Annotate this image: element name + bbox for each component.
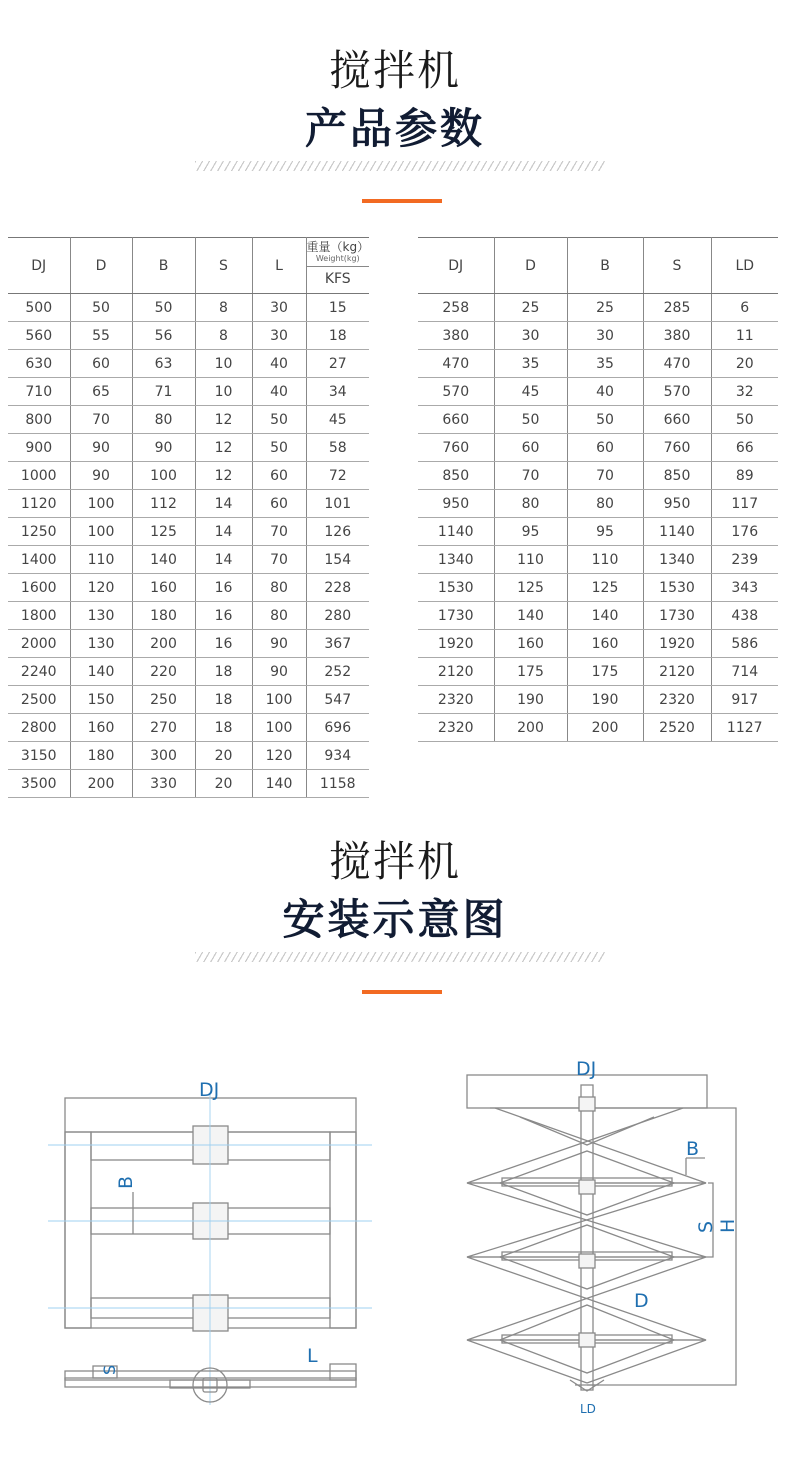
table-cell: 547 <box>306 686 369 714</box>
table-row <box>418 462 778 490</box>
table-cell: 180 <box>70 742 132 770</box>
table-cell: 140 <box>567 602 643 630</box>
label-h: H <box>717 1218 739 1233</box>
table-cell: 70 <box>494 462 567 490</box>
table-row <box>418 574 778 602</box>
table-cell: 2500 <box>8 686 70 714</box>
table-row <box>8 630 369 658</box>
table-row <box>8 602 369 630</box>
weight-unit-kfs: KFS <box>307 266 370 291</box>
table-cell: 60 <box>252 462 306 490</box>
section-title: 安装示意图 <box>282 895 508 944</box>
table-cell: 2520 <box>643 714 711 742</box>
header-d: D <box>494 238 567 294</box>
table-cell: 190 <box>567 686 643 714</box>
table-cell: 180 <box>132 602 195 630</box>
table-cell: 45 <box>306 406 369 434</box>
table-cell: 660 <box>643 406 711 434</box>
table-cell: 72 <box>306 462 369 490</box>
table-cell: 2000 <box>8 630 70 658</box>
table-cell: 176 <box>711 518 778 546</box>
table-row <box>8 574 369 602</box>
table-cell: 89 <box>711 462 778 490</box>
table-cell: 696 <box>306 714 369 742</box>
table-cell: 16 <box>195 602 252 630</box>
table-row <box>418 602 778 630</box>
table-row <box>418 434 778 462</box>
table-cell: 25 <box>494 294 567 322</box>
table-cell: 90 <box>252 658 306 686</box>
table-cell: 60 <box>567 434 643 462</box>
table-cell: 160 <box>70 714 132 742</box>
table-cell: 18 <box>195 714 252 742</box>
table-row <box>8 350 369 378</box>
table-cell: 190 <box>494 686 567 714</box>
frame-agitator-diagram <box>0 1060 395 1420</box>
table-cell: 80 <box>494 490 567 518</box>
table-cell: 6 <box>711 294 778 322</box>
ribbon-agitator-diagram <box>440 1055 770 1425</box>
table-cell: 900 <box>8 434 70 462</box>
table-cell: 90 <box>132 434 195 462</box>
table-cell: 40 <box>567 378 643 406</box>
table-cell: 130 <box>70 602 132 630</box>
table-cell: 934 <box>306 742 369 770</box>
table-cell: 1140 <box>418 518 494 546</box>
table-cell: 58 <box>306 434 369 462</box>
table-cell: 100 <box>252 714 306 742</box>
label-s: S <box>100 1364 119 1375</box>
table-cell: 50 <box>252 434 306 462</box>
table-cell: 154 <box>306 546 369 574</box>
table-cell: 30 <box>252 322 306 350</box>
table-cell: 130 <box>70 630 132 658</box>
spec-table-right <box>418 237 778 742</box>
table-cell: 50 <box>132 294 195 322</box>
table-cell: 60 <box>252 490 306 518</box>
table-cell: 70 <box>567 462 643 490</box>
table-cell: 80 <box>252 602 306 630</box>
table-cell: 80 <box>132 406 195 434</box>
table-cell: 70 <box>252 518 306 546</box>
table-cell: 14 <box>195 490 252 518</box>
table-cell: 140 <box>252 770 306 798</box>
table-cell: 80 <box>567 490 643 518</box>
table-cell: 60 <box>70 350 132 378</box>
table-cell: 1730 <box>418 602 494 630</box>
header-dj: DJ <box>8 238 70 294</box>
table-cell: 175 <box>494 658 567 686</box>
table-cell: 950 <box>418 490 494 518</box>
table-cell: 14 <box>195 546 252 574</box>
table-row <box>418 322 778 350</box>
table-cell: 250 <box>132 686 195 714</box>
table-cell: 258 <box>418 294 494 322</box>
table-cell: 239 <box>711 546 778 574</box>
table-cell: 20 <box>195 742 252 770</box>
table-row <box>418 518 778 546</box>
table-cell: 27 <box>306 350 369 378</box>
table-header-row <box>8 238 369 294</box>
table-cell: 300 <box>132 742 195 770</box>
section-title: 产品参数 <box>304 104 485 153</box>
table-cell: 2800 <box>8 714 70 742</box>
table-cell: 252 <box>306 658 369 686</box>
header-weight <box>306 238 369 294</box>
table-row <box>418 658 778 686</box>
table-cell: 110 <box>567 546 643 574</box>
table-cell: 1800 <box>8 602 70 630</box>
table-cell: 56 <box>132 322 195 350</box>
table-cell: 50 <box>711 406 778 434</box>
table-cell: 50 <box>567 406 643 434</box>
table-cell: 2120 <box>643 658 711 686</box>
table-cell: 32 <box>711 378 778 406</box>
table-cell: 470 <box>418 350 494 378</box>
table-cell: 2120 <box>418 658 494 686</box>
table-cell: 200 <box>70 770 132 798</box>
header-s: S <box>643 238 711 294</box>
table-row <box>8 490 369 518</box>
table-cell: 1600 <box>8 574 70 602</box>
table-cell: 1530 <box>418 574 494 602</box>
table-cell: 125 <box>567 574 643 602</box>
table-row <box>8 770 369 798</box>
table-cell: 95 <box>567 518 643 546</box>
table-row <box>8 658 369 686</box>
table-cell: 90 <box>70 462 132 490</box>
table-cell: 63 <box>132 350 195 378</box>
table-cell: 330 <box>132 770 195 798</box>
table-cell: 101 <box>306 490 369 518</box>
table-cell: 917 <box>711 686 778 714</box>
label-dj: DJ <box>199 1079 220 1101</box>
table-row <box>418 546 778 574</box>
table-cell: 40 <box>252 350 306 378</box>
table-cell: 80 <box>252 574 306 602</box>
table-cell: 70 <box>70 406 132 434</box>
table-cell: 1120 <box>8 490 70 518</box>
table-cell: 12 <box>195 434 252 462</box>
table-cell: 100 <box>70 490 132 518</box>
section-subtitle: 搅拌机 <box>328 46 461 95</box>
table-cell: 70 <box>252 546 306 574</box>
table-cell: 500 <box>8 294 70 322</box>
table-row <box>418 714 778 742</box>
table-cell: 90 <box>70 434 132 462</box>
table-cell: 150 <box>70 686 132 714</box>
table-cell: 95 <box>494 518 567 546</box>
label-l: L <box>307 1345 318 1367</box>
table-cell: 586 <box>711 630 778 658</box>
weight-label-cn: 重量（kg） <box>306 239 370 254</box>
table-cell: 20 <box>195 770 252 798</box>
section-subtitle: 搅拌机 <box>328 837 461 886</box>
table-cell: 11 <box>711 322 778 350</box>
table-cell: 3500 <box>8 770 70 798</box>
table-cell: 140 <box>132 546 195 574</box>
table-cell: 18 <box>195 686 252 714</box>
table-cell: 760 <box>643 434 711 462</box>
table-cell: 66 <box>711 434 778 462</box>
table-row <box>8 378 369 406</box>
header-b: B <box>567 238 643 294</box>
table-cell: 14 <box>195 518 252 546</box>
table-cell: 12 <box>195 462 252 490</box>
table-cell: 220 <box>132 658 195 686</box>
table-cell: 160 <box>494 630 567 658</box>
table-row <box>8 742 369 770</box>
label-ld: LD <box>580 1402 596 1416</box>
table-cell: 100 <box>252 686 306 714</box>
table-cell: 470 <box>643 350 711 378</box>
table-cell: 1400 <box>8 546 70 574</box>
table-cell: 200 <box>132 630 195 658</box>
table-cell: 270 <box>132 714 195 742</box>
table-cell: 100 <box>70 518 132 546</box>
table-cell: 1340 <box>643 546 711 574</box>
table-cell: 560 <box>8 322 70 350</box>
table-cell: 10 <box>195 350 252 378</box>
table-row <box>418 630 778 658</box>
header-s: S <box>195 238 252 294</box>
table-cell: 140 <box>494 602 567 630</box>
table-cell: 1140 <box>643 518 711 546</box>
table-cell: 800 <box>8 406 70 434</box>
weight-label-en: Weight(kg) <box>315 253 360 263</box>
table-cell: 8 <box>195 294 252 322</box>
table-row <box>418 294 778 322</box>
accent-bar <box>362 199 442 203</box>
table-cell: 30 <box>567 322 643 350</box>
table-cell: 367 <box>306 630 369 658</box>
table-cell: 25 <box>567 294 643 322</box>
table-cell: 3150 <box>8 742 70 770</box>
table-row <box>8 462 369 490</box>
table-row <box>8 322 369 350</box>
table-cell: 50 <box>494 406 567 434</box>
table-cell: 110 <box>494 546 567 574</box>
table-row <box>418 378 778 406</box>
table-header-row <box>418 238 778 294</box>
table-row <box>418 350 778 378</box>
header-d: D <box>70 238 132 294</box>
table-cell: 112 <box>132 490 195 518</box>
table-cell: 438 <box>711 602 778 630</box>
table-cell: 285 <box>643 294 711 322</box>
header-b: B <box>132 238 195 294</box>
table-row <box>418 686 778 714</box>
table-cell: 117 <box>711 490 778 518</box>
table-cell: 1000 <box>8 462 70 490</box>
table-cell: 2240 <box>8 658 70 686</box>
table-cell: 55 <box>70 322 132 350</box>
table-cell: 8 <box>195 322 252 350</box>
table-cell: 950 <box>643 490 711 518</box>
table-cell: 120 <box>252 742 306 770</box>
table-cell: 125 <box>494 574 567 602</box>
table-cell: 90 <box>252 630 306 658</box>
table-row <box>8 714 369 742</box>
table-cell: 280 <box>306 602 369 630</box>
table-cell: 714 <box>711 658 778 686</box>
spec-table-left <box>8 237 369 798</box>
table-row <box>8 434 369 462</box>
table-cell: 160 <box>567 630 643 658</box>
table-cell: 20 <box>711 350 778 378</box>
table-cell: 630 <box>8 350 70 378</box>
table-row <box>8 546 369 574</box>
table-cell: 1530 <box>643 574 711 602</box>
table-cell: 710 <box>8 378 70 406</box>
table-cell: 140 <box>70 658 132 686</box>
table-cell: 1920 <box>643 630 711 658</box>
table-cell: 1340 <box>418 546 494 574</box>
table-cell: 228 <box>306 574 369 602</box>
table-cell: 110 <box>70 546 132 574</box>
table-cell: 34 <box>306 378 369 406</box>
table-row <box>8 294 369 322</box>
table-cell: 2320 <box>418 714 494 742</box>
table-cell: 380 <box>418 322 494 350</box>
table-cell: 40 <box>252 378 306 406</box>
label-b: B <box>686 1138 700 1160</box>
table-cell: 2320 <box>643 686 711 714</box>
table-cell: 2320 <box>418 686 494 714</box>
table-row <box>8 686 369 714</box>
table-row <box>8 406 369 434</box>
table-cell: 18 <box>195 658 252 686</box>
table-cell: 35 <box>494 350 567 378</box>
table-cell: 1730 <box>643 602 711 630</box>
divider-hatch <box>195 161 605 171</box>
table-cell: 30 <box>494 322 567 350</box>
table-cell: 16 <box>195 574 252 602</box>
divider-hatch <box>195 952 605 962</box>
header-l: L <box>252 238 306 294</box>
table-cell: 71 <box>132 378 195 406</box>
table-cell: 1920 <box>418 630 494 658</box>
table-cell: 1158 <box>306 770 369 798</box>
table-row <box>8 518 369 546</box>
label-b: B <box>115 1175 137 1189</box>
label-d: D <box>634 1290 649 1312</box>
table-row <box>418 490 778 518</box>
table-cell: 126 <box>306 518 369 546</box>
accent-bar <box>362 990 442 994</box>
table-cell: 1127 <box>711 714 778 742</box>
table-cell: 1250 <box>8 518 70 546</box>
table-cell: 16 <box>195 630 252 658</box>
table-cell: 100 <box>132 462 195 490</box>
label-dj: DJ <box>576 1058 597 1080</box>
table-cell: 12 <box>195 406 252 434</box>
table-cell: 30 <box>252 294 306 322</box>
table-cell: 850 <box>418 462 494 490</box>
table-cell: 570 <box>643 378 711 406</box>
table-cell: 125 <box>132 518 195 546</box>
header-ld: LD <box>711 238 778 294</box>
label-s: S <box>695 1220 717 1233</box>
table-cell: 660 <box>418 406 494 434</box>
table-cell: 760 <box>418 434 494 462</box>
table-cell: 50 <box>252 406 306 434</box>
table-cell: 15 <box>306 294 369 322</box>
table-cell: 850 <box>643 462 711 490</box>
table-cell: 65 <box>70 378 132 406</box>
table-cell: 380 <box>643 322 711 350</box>
table-cell: 18 <box>306 322 369 350</box>
header-dj: DJ <box>418 238 494 294</box>
table-cell: 570 <box>418 378 494 406</box>
table-cell: 10 <box>195 378 252 406</box>
table-cell: 45 <box>494 378 567 406</box>
table-cell: 120 <box>70 574 132 602</box>
table-cell: 50 <box>70 294 132 322</box>
table-cell: 175 <box>567 658 643 686</box>
table-cell: 343 <box>711 574 778 602</box>
table-cell: 160 <box>132 574 195 602</box>
table-cell: 60 <box>494 434 567 462</box>
table-row <box>418 406 778 434</box>
table-cell: 200 <box>494 714 567 742</box>
table-cell: 200 <box>567 714 643 742</box>
table-cell: 35 <box>567 350 643 378</box>
